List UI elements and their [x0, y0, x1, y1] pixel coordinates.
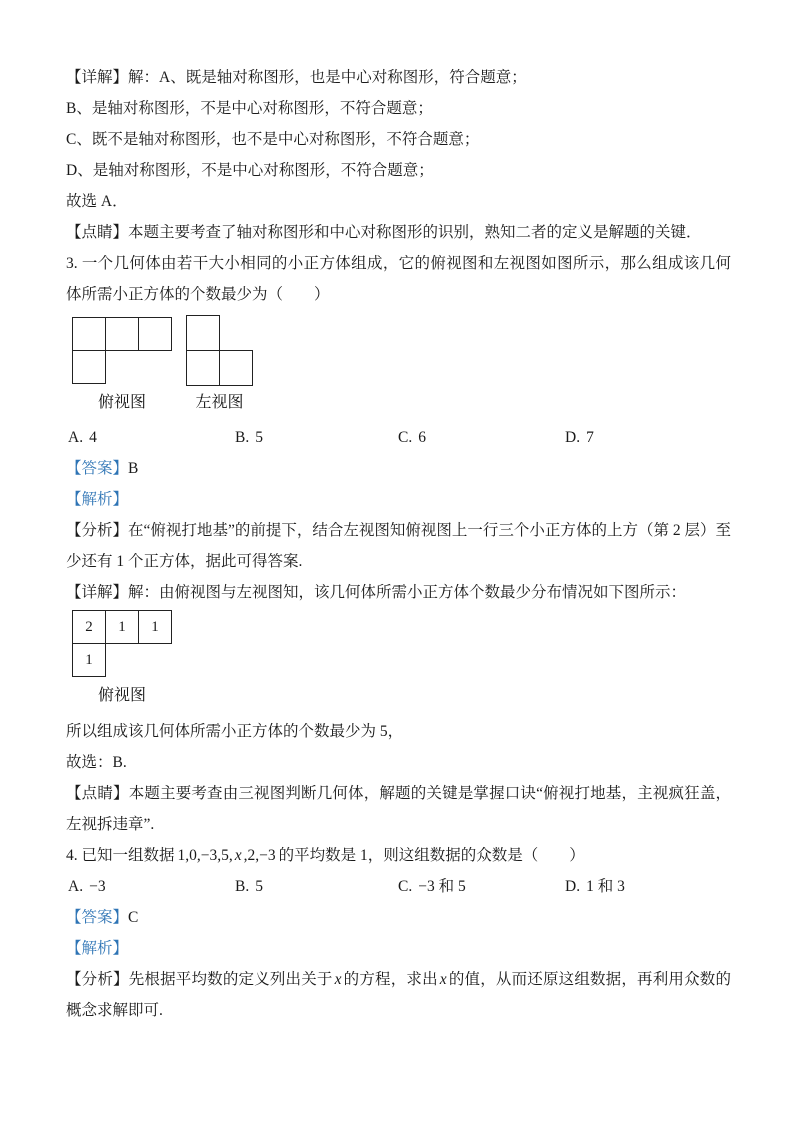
option-value: 7 — [586, 429, 594, 446]
detail-text: 解：由俯视图与左视图知，该几何体所需小正方体个数最少分布情况如下图所示： — [128, 584, 687, 601]
count-grid-label: 俯视图 — [97, 687, 146, 704]
q3-stem: 3. 一个几何体由若干大小相同的小正方体组成，它的俯视图和左视图如图所示，那么组成该几何体所需小正方体的个数最少为（ ） — [66, 255, 731, 303]
q3-answer-line — [66, 453, 731, 484]
q4-answer-line — [66, 902, 731, 933]
prev-option-d-line: D、是轴对称图形，不是中心对称图形，不符合题意； — [66, 162, 434, 179]
option-value: 4 — [89, 429, 97, 446]
analysis-section-label: 【解析】 — [66, 491, 129, 508]
grid-cell: 1 — [138, 610, 172, 644]
grid-cell: 1 — [105, 610, 139, 644]
q3-views-figure — [66, 315, 731, 413]
stem-prefix: 4. 已知一组数据 — [66, 847, 175, 864]
q3-option-d — [565, 422, 594, 453]
math-variable-x: x — [439, 971, 447, 988]
grid-cell: 2 — [72, 610, 106, 644]
grid-cell — [72, 317, 106, 351]
math-post: ,2,−3 — [243, 847, 276, 864]
grid-cell — [219, 350, 253, 386]
option-value: 6 — [418, 429, 426, 446]
answer-label: 【答案】 — [66, 460, 129, 477]
analysis-seg: 的方程，求出 — [343, 971, 438, 988]
analysis-label: 【分析】 — [66, 971, 129, 988]
option-label: B. — [235, 429, 250, 446]
prev-option-b-line: B、是轴对称图形，不是中心对称图形，不符合题意； — [66, 100, 433, 117]
option-label: D. — [565, 429, 581, 446]
analysis-label: 【分析】 — [66, 522, 129, 539]
option-label: A. — [68, 878, 84, 895]
q3-conclusion-2: 故选：B. — [66, 754, 127, 771]
q4-analysis-section-label — [66, 933, 731, 964]
q4-option-d — [565, 871, 625, 902]
stem-suffix: 的平均数是 1，则这组数据的众数是（ ） — [278, 847, 585, 864]
q3-analysis-section-label — [66, 484, 731, 515]
grid-cell — [186, 350, 220, 386]
detail-label: 【详解】 — [66, 584, 129, 601]
prev-remark-line — [66, 217, 731, 248]
q4-option-c — [398, 871, 466, 902]
analysis-text: 在“俯视打地基”的前提下，结合左视图知俯视图上一行三个小正方体的上方（第 2 层）至少还有 1 个正方体，据此可得答案. — [66, 522, 731, 570]
q3-count-figure — [66, 608, 731, 708]
left-view-label: 左视图 — [195, 394, 244, 411]
grid-cell — [186, 315, 220, 351]
prev-option-c-line: C、既不是轴对称图形，也不是中心对称图形，不符合题意； — [66, 131, 480, 148]
option-value: −3 和 5 — [418, 878, 466, 895]
q4-option-a — [68, 871, 106, 902]
option-label: D. — [565, 878, 581, 895]
stem-math — [178, 847, 276, 864]
q3-remark-line — [66, 778, 731, 840]
grid-cell — [138, 317, 172, 351]
top-view-label: 俯视图 — [97, 394, 146, 411]
remark-label: 【点睛】 — [66, 785, 129, 802]
remark-text: 本题主要考查了轴对称图形和中心对称图形的识别，熟知二者的定义是解题的关键． — [128, 224, 702, 241]
answer-value: B — [128, 460, 139, 477]
q3-option-a — [68, 422, 97, 453]
analysis-seg: 的值，从而还原这组数据，再利用众数的概念求解即可. — [66, 971, 731, 1019]
option-value: 5 — [255, 878, 263, 895]
option-value: 5 — [255, 429, 263, 446]
option-label: B. — [235, 878, 250, 895]
grid-cell — [72, 350, 106, 384]
grid-cell — [105, 317, 139, 351]
q3-detail-line — [66, 577, 731, 608]
math-variable-x: x — [234, 847, 242, 864]
q3-option-b — [235, 422, 263, 453]
option-label: C. — [398, 878, 413, 895]
q4-options-row — [66, 871, 731, 902]
q4-stem — [66, 840, 731, 871]
option-value: −3 — [89, 878, 106, 895]
math-variable-x: x — [334, 971, 342, 988]
option-label: C. — [398, 429, 413, 446]
q4-analysis-line — [66, 964, 731, 1026]
remark-label: 【点睛】 — [66, 224, 129, 241]
detail-label: 【详解】 — [66, 69, 129, 86]
math-pre: 1,0,−3,5, — [177, 847, 233, 864]
prev-conclusion-line: 故选 A． — [66, 193, 128, 210]
q4-option-b — [235, 871, 263, 902]
prev-detail-line — [66, 62, 731, 93]
q3-option-c — [398, 422, 426, 453]
q3-analysis-line — [66, 515, 731, 577]
answer-label: 【答案】 — [66, 909, 129, 926]
grid-cell: 1 — [72, 643, 106, 677]
remark-text: 本题主要考查由三视图判断几何体，解题的关键是掌握口诀“俯视打地基，主视疯狂盖，左视拆违章”. — [66, 785, 731, 833]
analysis-seg: 先根据平均数的定义列出关于 — [128, 971, 333, 988]
option-value: 1 和 3 — [586, 878, 625, 895]
answer-value: C — [128, 909, 139, 926]
option-label: A. — [68, 429, 84, 446]
q3-options-row — [66, 422, 731, 453]
analysis-section-label: 【解析】 — [66, 940, 129, 957]
detail-text: 解：A、既是轴对称图形，也是中心对称图形，符合题意； — [128, 69, 527, 86]
q3-conclusion-1: 所以组成该几何体所需小正方体的个数最少为 5， — [66, 723, 404, 740]
